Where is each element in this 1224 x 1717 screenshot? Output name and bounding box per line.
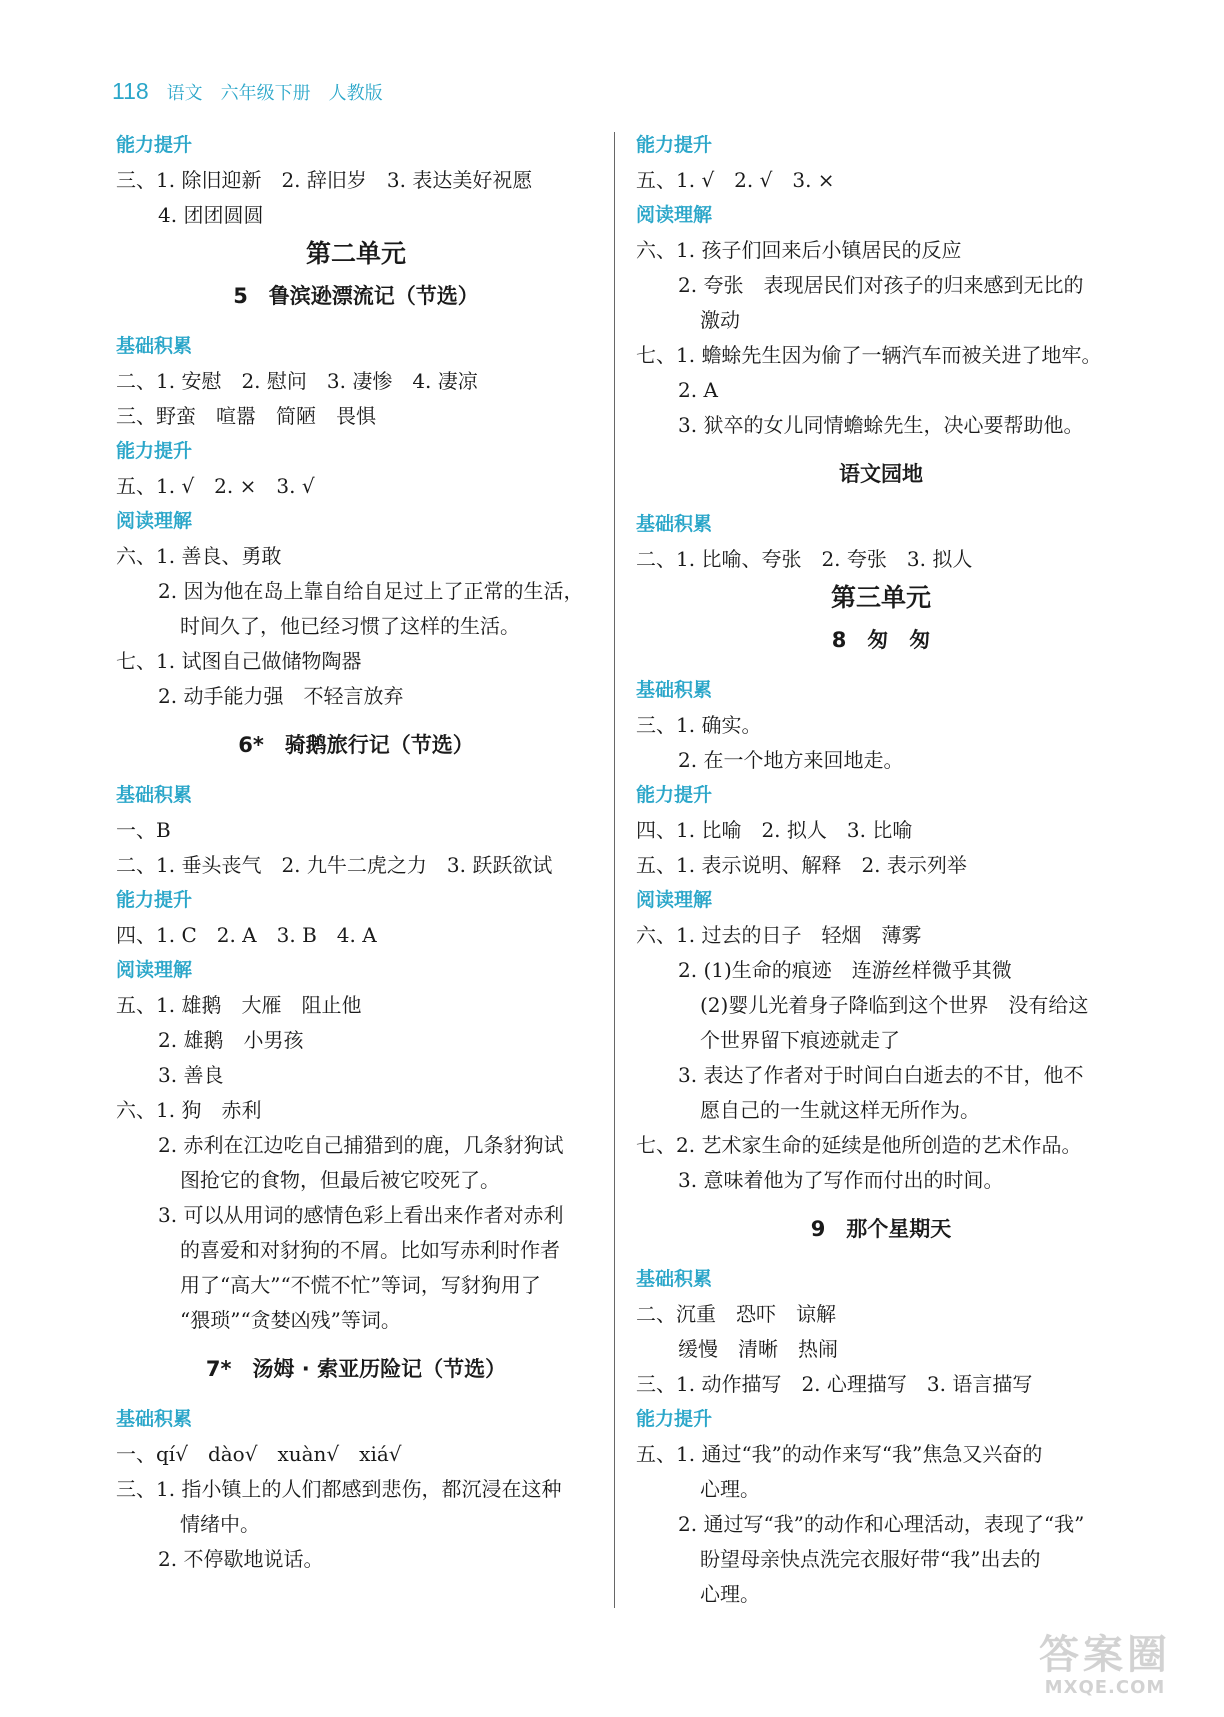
answer-line: 七、1. 蟾蜍先生因为偷了一辆汽车而被关进了地牢。 (636, 343, 1102, 367)
spacer (116, 1338, 596, 1348)
answer-line: 七、1. 试图自己做储物陶器 (116, 649, 362, 673)
answer-line: 2. (1)生命的痕迹 连游丝样微乎其微 (678, 958, 1012, 982)
right-column (636, 128, 1126, 1612)
answer-line: 一、qí√ dào√ xuàn√ xiá√ (116, 1442, 402, 1466)
answer-line: 五、1. √ 2. × 3. √ (116, 474, 315, 498)
answer-line: 五、1. 雄鹅 大雁 阻止他 (116, 993, 362, 1017)
section-heading: 阅读理解 (636, 889, 713, 911)
section-heading: 能力提升 (116, 134, 193, 156)
section-heading: 基础积累 (636, 679, 713, 701)
lesson-title: 6* 骑鹅旅行记（节选） (238, 733, 474, 757)
answer-line: 三、野蛮 喧嚣 简陋 畏惧 (116, 404, 376, 428)
section-heading: 阅读理解 (636, 204, 713, 226)
watermark-main: 答案圈 (1039, 1632, 1171, 1678)
answer-line: 三、1. 指小镇上的人们都感到悲伤，都沉浸在这种 (116, 1477, 562, 1501)
section-heading: 能力提升 (116, 440, 193, 462)
answer-line: (2)婴儿光着身子降临到这个世界 没有给这 (700, 993, 1089, 1017)
answer-line: 2. 因为他在岛上靠自给自足过上了正常的生活， (158, 579, 584, 603)
answer-line: 六、1. 善良、勇敢 (116, 544, 282, 568)
answer-line: 三、1. 动作描写 2. 心理描写 3. 语言描写 (636, 1372, 1033, 1396)
answer-line: 二、沉重 恐吓 谅解 (636, 1302, 836, 1326)
answer-line: 心理。 (700, 1582, 760, 1606)
lesson-title: 5 鲁滨逊漂流记（节选） (233, 284, 479, 308)
section-heading: 能力提升 (116, 889, 193, 911)
answer-line: 3. 善良 (158, 1063, 224, 1087)
lesson-title: 语文园地 (839, 462, 923, 486)
answer-line: 2. 在一个地方来回地走。 (678, 748, 904, 772)
section-heading: 基础积累 (116, 335, 193, 357)
section-heading: 能力提升 (636, 1408, 713, 1430)
answer-line: 2. 不停歇地说话。 (158, 1547, 324, 1571)
answer-line: 3. 可以从用词的感情色彩上看出来作者对赤利 (158, 1203, 564, 1227)
answer-line: 2. A (678, 378, 718, 402)
unit-title: 第二单元 (305, 239, 406, 268)
watermark-sub: MXQE.COM (1044, 1677, 1166, 1698)
page-number: 118 (112, 78, 149, 104)
left-column (116, 128, 596, 1577)
book-title: 语文 六年级下册 人教版 (166, 83, 383, 104)
answer-line: 3. 表达了作者对于时间白白逝去的不甘，他不 (678, 1063, 1084, 1087)
answer-line: 六、1. 狗 赤利 (116, 1098, 262, 1122)
answer-line: 五、1. 通过“我”的动作来写“我”焦急又兴奋的 (636, 1442, 1043, 1466)
answer-line: 愿自己的一生就这样无所作为。 (700, 1098, 980, 1122)
lesson-title: 9 那个星期天 (810, 1217, 952, 1241)
page-header (112, 78, 383, 114)
answer-line: 四、1. C 2. A 3. B 4. A (116, 923, 377, 947)
answer-line: 六、1. 过去的日子 轻烟 薄雾 (636, 923, 922, 947)
answer-line: 心理。 (700, 1477, 760, 1501)
answer-line: 3. 狱卒的女儿同情蟾蜍先生，决心要帮助他。 (678, 413, 1084, 437)
answer-line: 3. 意味着他为了写作而付出的时间。 (678, 1168, 1004, 1192)
answer-line: 二、1. 垂头丧气 2. 九牛二虎之力 3. 跃跃欲试 (116, 853, 553, 877)
answer-line: 五、1. 表示说明、解释 2. 表示列举 (636, 853, 967, 877)
section-heading: 基础积累 (116, 784, 193, 806)
answer-line: 个世界留下痕迹就走了 (700, 1028, 900, 1052)
lesson-title: 8 匆 匆 (831, 628, 931, 652)
answer-line: 2. 雄鹅 小男孩 (158, 1028, 304, 1052)
section-heading: 阅读理解 (116, 959, 193, 981)
answer-line: 三、1. 确实。 (636, 713, 762, 737)
answer-line: 情绪中。 (180, 1512, 260, 1536)
section-heading: 阅读理解 (116, 510, 193, 532)
answer-line: 二、1. 比喻、夸张 2. 夸张 3. 拟人 (636, 547, 973, 571)
answer-line: 五、1. √ 2. √ 3. × (636, 168, 835, 192)
answer-line: “猥琐”“贪婪凶残”等词。 (180, 1308, 401, 1332)
answer-line: 的喜爱和对豺狗的不屑。比如写赤利时作者 (180, 1238, 560, 1262)
spacer (116, 714, 596, 724)
answer-line: 激动 (700, 308, 740, 332)
answer-line: 盼望母亲快点洗完衣服好带“我”出去的 (700, 1547, 1041, 1571)
section-heading: 能力提升 (636, 134, 713, 156)
answer-line: 2. 赤利在江边吃自己捕猎到的鹿，几条豺狗试 (158, 1133, 564, 1157)
answer-line: 三、1. 除旧迎新 2. 辞旧岁 3. 表达美好祝愿 (116, 168, 533, 192)
section-heading: 基础积累 (636, 513, 713, 535)
column-divider (614, 132, 615, 1608)
section-heading: 基础积累 (116, 1408, 193, 1430)
answer-line: 用了“高大”“不慌不忙”等词，写豺狗用了 (180, 1273, 541, 1297)
answer-line: 缓慢 清晰 热闹 (678, 1337, 838, 1361)
answer-line: 2. 夸张 表现居民们对孩子的归来感到无比的 (678, 273, 1084, 297)
answer-line: 2. 动手能力强 不轻言放弃 (158, 684, 404, 708)
answer-line: 时间久了，他已经习惯了这样的生活。 (180, 614, 520, 638)
section-heading: 基础积累 (636, 1268, 713, 1290)
answer-line: 4. 团团圆圆 (158, 203, 264, 227)
unit-title: 第三单元 (830, 583, 931, 612)
answer-line: 2. 通过写“我”的动作和心理活动，表现了“我” (678, 1512, 1085, 1536)
answer-line: 图抢它的食物，但最后被它咬死了。 (180, 1168, 500, 1192)
lesson-title: 7* 汤姆 · 索亚历险记（节选） (205, 1357, 507, 1381)
answer-line: 七、2. 艺术家生命的延续是他所创造的艺术作品。 (636, 1133, 1082, 1157)
watermark-logo (1010, 1633, 1200, 1703)
spacer (636, 443, 1126, 453)
answer-line: 六、1. 孩子们回来后小镇居民的反应 (636, 238, 962, 262)
section-heading: 能力提升 (636, 784, 713, 806)
spacer (636, 1198, 1126, 1208)
answer-line: 一、B (116, 818, 171, 842)
answer-line: 四、1. 比喻 2. 拟人 3. 比喻 (636, 818, 913, 842)
answer-line: 二、1. 安慰 2. 慰问 3. 凄惨 4. 凄凉 (116, 369, 478, 393)
